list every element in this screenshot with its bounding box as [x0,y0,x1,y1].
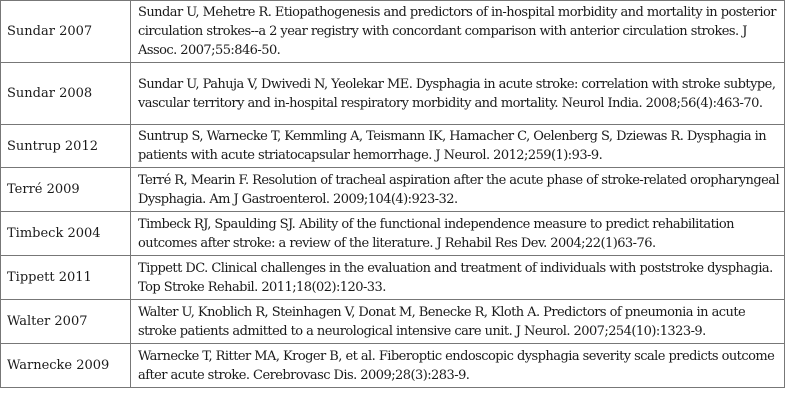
reference-id: Suntrup 2012 [1,125,131,168]
reference-citation: Tippett DC. Clinical challenges in the evaluation and treatment of individuals with poststroke dysphagia. Top Stroke Rehabil. 2011;18(02):120-33. [131,256,785,300]
table-row [1,300,785,344]
reference-id: Tippett 2011 [1,256,131,300]
reference-id: Sundar 2008 [1,63,131,125]
reference-id: Terré 2009 [1,168,131,212]
reference-citation: Terré R, Mearin F. Resolution of tracheal aspiration after the acute phase of stroke-related oropharyngeal Dysphagia. Am J Gastroenterol. 2009;104(4):923-32. [131,168,785,212]
reference-citation: Suntrup S, Warnecke T, Kemmling A, Teismann IK, Hamacher C, Oelenberg S, Dziewas R. Dysphagia in patients with acute striatocapsular hemorrhage. J Neurol. 2012;259(1):93-9. [131,125,785,168]
reference-id: Sundar 2007 [1,1,131,63]
reference-citation: Sundar U, Pahuja V, Dwivedi N, Yeolekar ME. Dysphagia in acute stroke: correlation with stroke subtype, vascular territory and in-hospital respiratory morbidity and mortality. Neurol India. 2008;56(4):463-70. [131,63,785,125]
reference-citation: Timbeck RJ, Spaulding SJ. Ability of the functional independence measure to predict rehabilitation outcomes after stroke: a review of the literature. J Rehabil Res Dev. 2004;22(1)63-76. [131,212,785,256]
table-row [1,344,785,388]
reference-id: Walter 2007 [1,300,131,344]
reference-citation: Warnecke T, Ritter MA, Kroger B, et al. Fiberoptic endoscopic dysphagia severity scale predicts outcome after acute stroke. Cerebrovasc Dis. 2009;28(3):283-9. [131,344,785,388]
reference-id: Timbeck 2004 [1,212,131,256]
table-row [1,256,785,300]
reference-citation: Sundar U, Mehetre R. Etiopathogenesis and predictors of in-hospital morbidity and mortality in posterior circulation strokes--a 2 year registry with concordant comparison with anterior circulation strokes. J Assoc. 2007;55:846-50. [131,1,785,63]
table-row [1,63,785,125]
reference-citation: Walter U, Knoblich R, Steinhagen V, Donat M, Benecke R, Kloth A. Predictors of pneumonia in acute stroke patients admitted to a neurological intensive care unit. J Neurol. 2007;254(10):1323-9. [131,300,785,344]
table-row [1,212,785,256]
table-row [1,168,785,212]
table-row [1,1,785,63]
reference-id: Warnecke 2009 [1,344,131,388]
table-row [1,125,785,168]
